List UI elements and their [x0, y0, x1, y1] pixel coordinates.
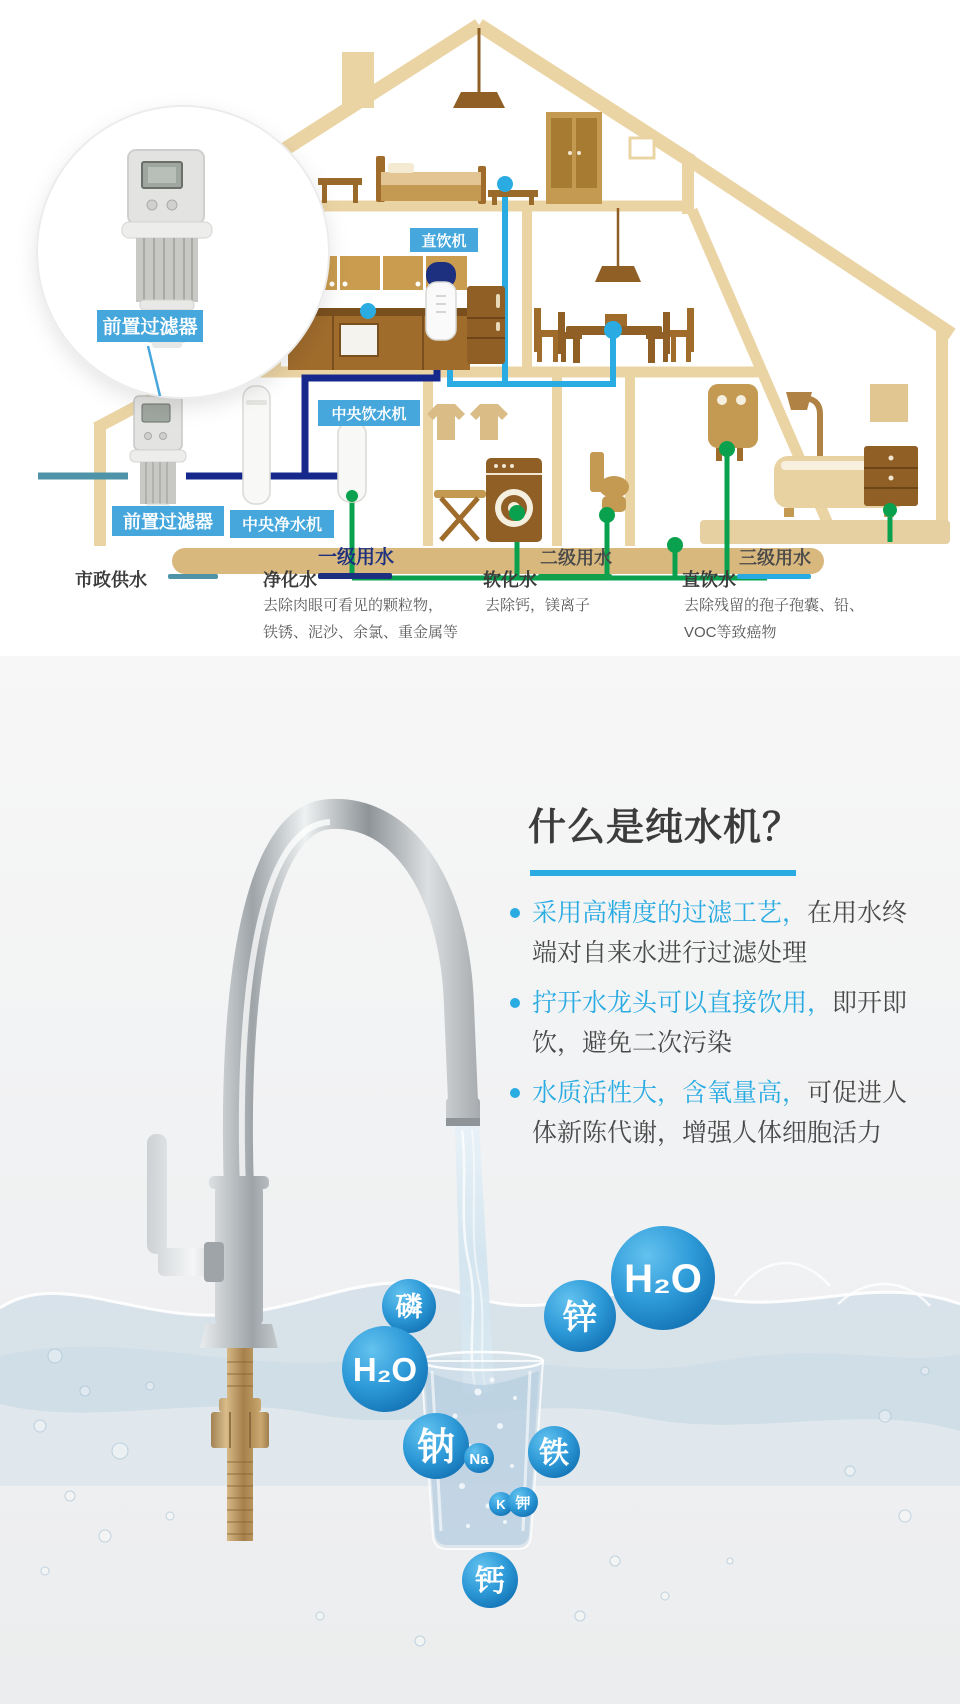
bullet-rest: 在用水终端对自来水进行过滤处理	[532, 899, 908, 967]
legend-direct-grade: 三级用水	[739, 548, 811, 568]
central-purifier-label: 中央净水机	[241, 517, 323, 534]
legend-softened-line	[538, 574, 612, 579]
legend-purified-name: 净化水	[263, 570, 317, 590]
direct-drink-label: 直饮机	[421, 233, 467, 250]
bubble-potassium-symbol: K	[496, 1497, 506, 1512]
legend-purified-line	[318, 573, 392, 579]
bullet-item	[510, 893, 920, 973]
section-heading: 什么是纯水机？	[528, 807, 802, 849]
dining-pendant-lamp	[595, 266, 641, 282]
bullet-item	[510, 1073, 920, 1153]
washing-machine	[486, 458, 542, 542]
bubble-iron: 铁	[539, 1437, 569, 1470]
faucet-illustration	[0, 656, 960, 1704]
legend-softened-name: 软化水	[483, 570, 537, 590]
bullet-dot	[510, 998, 520, 1008]
bubble-calcium: 钙	[475, 1565, 505, 1598]
legend-direct-line	[737, 574, 811, 579]
central-drinking-device	[338, 414, 366, 502]
bubble-h2o-right: H₂O	[624, 1257, 702, 1301]
direct-drink-machine-device	[426, 262, 456, 340]
bubble-phosphorus: 磷	[395, 1292, 423, 1322]
bullet-highlight: 采用高精度的过滤工艺，	[532, 899, 808, 927]
legend-purified-grade: 一级用水	[317, 547, 394, 568]
legend-softened-grade: 二级用水	[540, 548, 612, 568]
bullet-rest: 可促进人体新陈代谢，增强人体细胞活力	[532, 1079, 908, 1147]
legend-direct-name: 直饮水	[682, 570, 736, 590]
bullet-text	[532, 1073, 914, 1153]
bullet-text	[532, 893, 914, 973]
bullet-rest: 即开即饮，避免二次污染	[532, 989, 908, 1057]
house-water-system-diagram	[0, 0, 960, 660]
faucet-base	[200, 1324, 278, 1348]
tshirt	[470, 404, 508, 440]
pre-filter-device-inline	[130, 396, 186, 520]
bullet-item	[510, 983, 920, 1063]
legend-purified-desc1: 去除肉眼可看见的颗粒物，	[263, 597, 444, 614]
bullet-dot	[510, 1088, 520, 1098]
fridge	[467, 286, 505, 364]
roof-window	[630, 138, 654, 158]
central-drinking-label: 中央饮水机	[331, 406, 407, 423]
laundry-room	[427, 404, 542, 542]
bubble-potassium: 钾	[515, 1495, 531, 1512]
legend-softened-desc1: 去除钙，镁离子	[485, 597, 591, 614]
legend-municipal-name: 市政供水	[75, 570, 147, 590]
bullet-highlight: 拧开水龙头可以直接饮用，	[532, 989, 833, 1017]
pre-filter-label-main: 前置过滤器	[102, 317, 198, 338]
stool	[434, 490, 486, 540]
legend-direct-desc2: VOC等致癌物	[684, 624, 777, 641]
faucet-handle	[147, 1134, 167, 1254]
heading-underline	[530, 870, 796, 876]
bathroom-vanity	[864, 446, 918, 506]
bullet-text	[532, 983, 914, 1063]
mounting-nut	[211, 1412, 269, 1448]
nightstand-left	[318, 178, 362, 185]
central-purifier-device	[243, 386, 270, 504]
bullet-dot	[510, 908, 520, 918]
bubble-sodium-symbol: Na	[469, 1451, 489, 1468]
bullet-highlight: 水质活性大，含氧量高，	[532, 1079, 808, 1107]
bubble-sodium: 钠	[416, 1427, 456, 1469]
legend-purified-desc2: 铁锈、泥沙、余氯、重金属等	[263, 624, 459, 641]
bathroom-floor-slab	[700, 520, 950, 544]
pre-filter-label-inline: 前置过滤器	[123, 512, 213, 532]
nightstand-right	[488, 190, 538, 197]
bathroom-mirror	[870, 384, 908, 422]
legend-direct-desc1: 去除残留的孢子孢囊、铅、	[684, 597, 865, 614]
toilet	[590, 452, 629, 512]
legend-municipal-line	[168, 574, 218, 579]
bubble-zinc: 锌	[563, 1299, 597, 1337]
bed	[381, 172, 481, 187]
wardrobe	[546, 112, 602, 204]
feature-bullet-list	[510, 893, 920, 1163]
bathroom	[590, 384, 918, 517]
pre-filter-photo-circle	[37, 106, 329, 398]
bubble-h2o-left: H₂O	[352, 1351, 418, 1388]
pendant-lamp	[453, 92, 505, 108]
